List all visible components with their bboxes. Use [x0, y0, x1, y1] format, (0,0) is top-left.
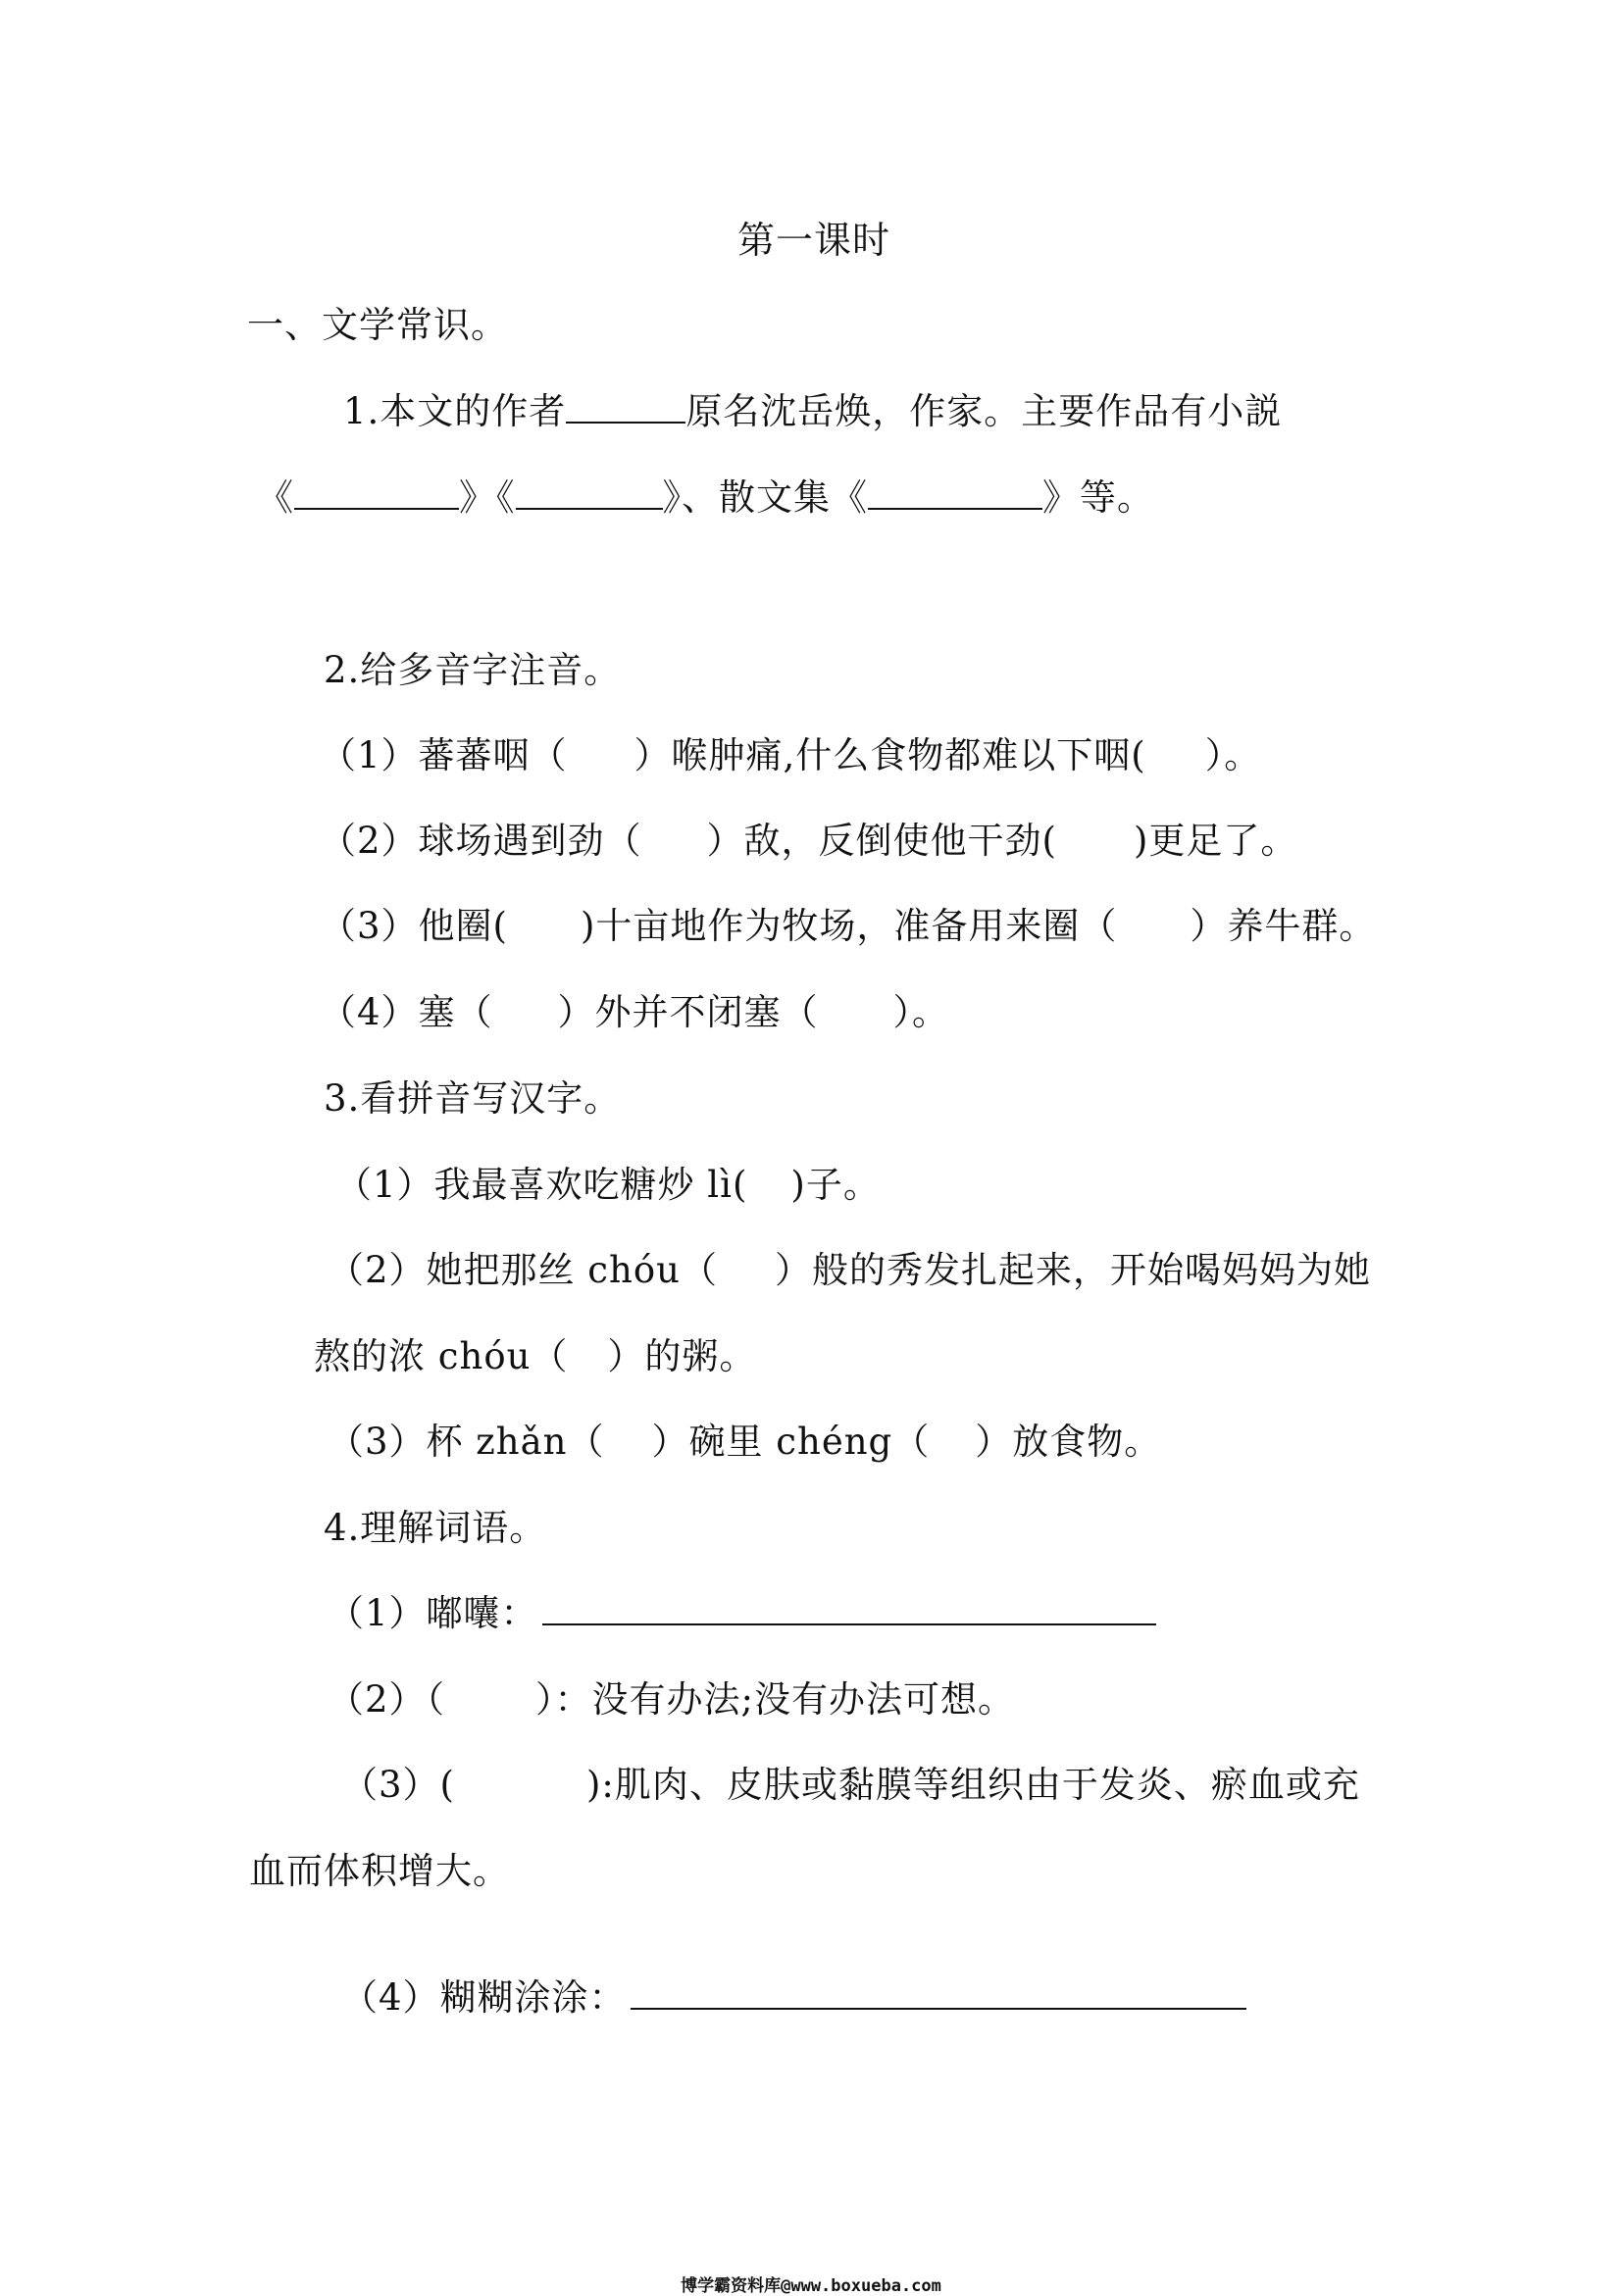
q3-heading: 3.看拼音写汉字。: [324, 1077, 622, 1120]
essay-blank[interactable]: [868, 478, 1042, 510]
q1-line1: [343, 389, 1282, 434]
q3-item-1-a: （1）我最喜欢吃糖炒 lì(: [335, 1164, 748, 1206]
q4-item-2-b: ）：没有办法;没有办法可想。: [535, 1678, 1016, 1721]
q4-item-2: [328, 1677, 1015, 1722]
q2-item-2: [320, 819, 1297, 864]
q1-bracket-d: 》等。: [1042, 476, 1154, 519]
q2-item-3-c: ）养牛群。: [1190, 905, 1377, 947]
q2-heading: 2.给多音字注音。: [324, 649, 622, 691]
q1-post: 原名沈岳焕，作家。主要作品有小説: [685, 390, 1283, 432]
q2-item-1-c: ）。: [1204, 734, 1262, 776]
q3-item-2-cont: [314, 1334, 756, 1379]
q1-bracket-a: 《: [257, 476, 294, 519]
q2-item-4-c: ）。: [892, 991, 950, 1033]
q4-item-1: [328, 1591, 1156, 1636]
q3-item-2-b: ）般的秀发扎起来，开始喝妈妈为她: [774, 1249, 1371, 1291]
q3-item-1-b: )子。: [790, 1164, 881, 1206]
q3-item-2c-b: ）的粥。: [607, 1335, 757, 1377]
q3-item-2c-a: 熬的浓 chóu（: [314, 1335, 569, 1377]
novel1-blank[interactable]: [294, 478, 459, 510]
q3-item-2-a: （2）她把那丝 chóu（: [328, 1249, 718, 1291]
definition-blank-1[interactable]: [542, 1594, 1156, 1625]
q2-item-3-b: )十亩地作为牧场，准备用来圈（: [580, 905, 1118, 947]
q3-item-2: [328, 1248, 1371, 1293]
q3-item-3-c: ）放食物。: [975, 1421, 1162, 1463]
q3-item-3-b: ）碗里 chéng（: [651, 1421, 931, 1463]
q4-item-3-b: ):肌肉、皮肤或黏膜等组织由于发炎、瘀血或充: [585, 1764, 1360, 1806]
q4-heading: 4.理解词语。: [324, 1507, 547, 1549]
q2-item-1-b: ）喉肿痛,什么食物都难以下咽(: [634, 734, 1146, 776]
footer-watermark: 博学霸资料库@www.boxueba.com: [681, 2276, 941, 2296]
q4-item-4-label: （4）糊糊涂涂：: [341, 1976, 627, 2019]
q2-item-1-a: （1）蕃蕃咽（: [320, 734, 568, 776]
q4-item-2-a: （2）（: [328, 1678, 446, 1721]
q2-item-3-a: （3）他圈(: [320, 905, 508, 947]
q2-item-3: [320, 904, 1376, 949]
q2-item-2-c: )更足了。: [1133, 820, 1298, 862]
q4-item-4: [341, 1975, 1246, 2021]
q4-item-3-a: （3）(: [341, 1764, 455, 1806]
q4-item-1-label: （1）嘟囔：: [328, 1592, 538, 1634]
definition-blank-4[interactable]: [631, 1978, 1246, 2010]
q2-item-2-a: （2）球场遇到劲（: [320, 820, 642, 862]
section-heading-literature: 一、文学常识。: [247, 304, 508, 346]
q2-item-1: [320, 733, 1261, 778]
q1-bracket-b: 》《: [459, 476, 516, 519]
q2-item-4: [320, 990, 949, 1035]
q2-item-4-b: ）外并不闭塞（: [557, 991, 819, 1033]
novel2-blank[interactable]: [516, 478, 663, 510]
q4-item-3: [341, 1763, 1360, 1808]
q2-item-2-b: ）敌，反倒使他干劲(: [706, 820, 1057, 862]
page-title: 第一课时: [737, 219, 891, 262]
q2-item-4-a: （4）塞（: [320, 991, 493, 1033]
q1-line2: [257, 475, 1154, 521]
q4-item-3-cont: 血而体积增大。: [249, 1850, 510, 1892]
author-blank[interactable]: [566, 392, 685, 424]
q3-item-3-a: （3）杯 zhǎn（: [328, 1421, 605, 1463]
q1-bracket-c: 》、散文集《: [662, 476, 868, 519]
q3-item-3: [328, 1420, 1161, 1465]
q3-item-1: [335, 1163, 881, 1208]
q1-pre: 1.本文的作者: [343, 390, 567, 432]
